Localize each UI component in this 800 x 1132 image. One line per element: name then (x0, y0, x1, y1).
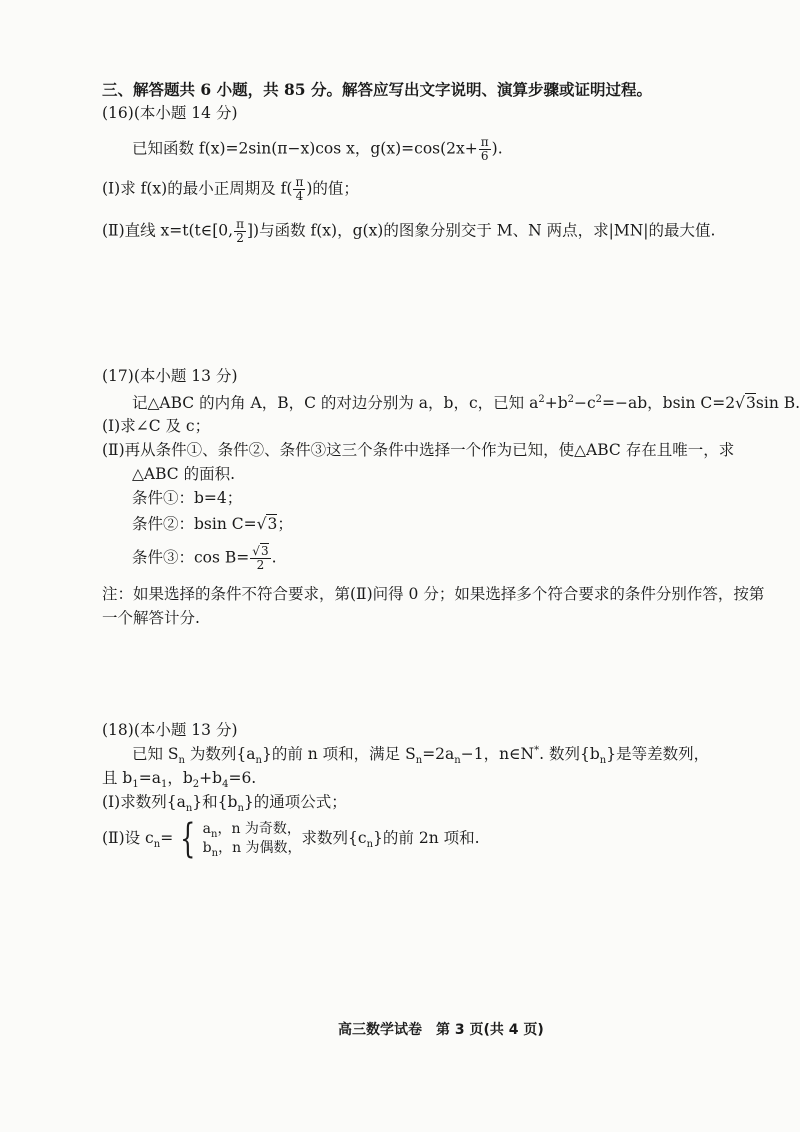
case-text: a (202, 821, 212, 837)
q17-part2-line2: △ABC 的面积. (132, 465, 236, 483)
condition-end: . (271, 548, 277, 567)
q16-stem-text: 已知函数 f(x)=2sin(π−x)cos x，g(x)=cos(2x+ (132, 139, 478, 158)
q17-stem: 记△ABC 的内角 A，B，C 的对边分别为 a，b，c，已知 $a^2+b^2-c^2=-ab$，bsin C=2√3sin B. (132, 393, 800, 412)
subscript: n (153, 839, 161, 851)
q18-text: 且 b (102, 769, 133, 787)
page-footer: 高三数学试卷 第 3 页(共 4 页) (338, 1022, 544, 1038)
condition-text: 条件②：bsin C= (132, 515, 257, 533)
fraction-denominator: 4 (295, 189, 304, 203)
q17-part1: (Ⅰ)求∠C 及 c； (102, 417, 211, 435)
sqrt-radicand: 3 (267, 515, 278, 533)
q17-note-line1: 注：如果选择的条件不符合要求，第(Ⅱ)问得 0 分；如果选择多个符合要求的条件分别作答，按第 (102, 585, 765, 603)
fraction-numerator: π (480, 135, 489, 149)
fraction-numerator: π (236, 217, 244, 231)
q17-stem-end: sin B. (755, 394, 800, 412)
q17-stem-text: −c (574, 394, 596, 412)
q17-condition-1: 条件①：b=4； (132, 489, 243, 507)
sqrt-radicand: 3 (746, 394, 756, 412)
subscript: n (454, 755, 461, 767)
q16-part2-text: (Ⅱ)直线 x=t(t∈[0, (102, 221, 234, 240)
case-odd (203, 820, 302, 839)
q17-note-line2: 一个解答计分. (102, 609, 200, 627)
superscript: * (534, 744, 540, 756)
q17-label: (17)(本小题 13 分) (102, 367, 238, 385)
superscript: 2 (538, 393, 545, 405)
fraction (293, 176, 305, 203)
case-text: ，n 为奇数， (217, 821, 301, 837)
subscript: n (599, 755, 607, 767)
subscript: n (185, 803, 193, 815)
q16-part1-text: (Ⅰ)求 f(x)的最小正周期及 f( (102, 179, 293, 198)
fraction-denominator: 2 (256, 558, 265, 572)
q18-part1 (102, 792, 347, 815)
q18-part2 (102, 816, 480, 862)
superscript: 2 (567, 393, 574, 405)
subscript: 1 (160, 779, 168, 791)
q18-text: }是等差数列， (606, 745, 710, 763)
fraction-numerator: √3 (252, 544, 269, 558)
case-text: ，n 为偶数， (218, 840, 302, 856)
case-text: b (202, 840, 212, 856)
subscript: 2 (192, 779, 200, 791)
q16-stem-end: ). (491, 139, 503, 158)
q18-text: (Ⅰ)求数列{a (102, 793, 186, 811)
fraction (250, 545, 270, 572)
q18-text: 已知 S (132, 745, 179, 763)
q17-part2-line1: (Ⅱ)再从条件①、条件②、条件③这三个条件中选择一个作为已知，使△ABC 存在且唯一，求 (102, 441, 735, 459)
q18-text: 为数列{a (185, 745, 256, 763)
subscript: n (211, 847, 219, 859)
q18-text: =a (138, 769, 161, 787)
q17-stem-text: =−ab，bsin C=2 (602, 394, 736, 412)
q17-stem-text: +b (544, 394, 568, 412)
q18-text: . 数列{b (539, 745, 600, 763)
subscript: 1 (132, 779, 139, 791)
condition-end: ； (277, 515, 293, 533)
q18-text: = (160, 829, 174, 847)
piecewise-definition (173, 816, 302, 862)
q18-text: −1，n∈N (460, 745, 535, 763)
fraction-denominator: 2 (236, 231, 244, 245)
q18-text: }的前 n 项和，满足 S (261, 745, 416, 763)
fraction-numerator: π (295, 175, 304, 189)
q18-text: ，b (167, 769, 193, 787)
q16-part1-end: )的值； (306, 179, 359, 198)
q17-condition-2: 条件②：bsin C=√3； (132, 515, 293, 533)
q16-part2-end: ])与函数 f(x)，g(x)的图象分别交于 M、N 两点，求|MN|的最大值. (247, 221, 716, 240)
q16-part2 (102, 218, 715, 245)
piecewise-cases (203, 820, 302, 858)
subscript: n (178, 755, 185, 767)
q16-label: (16)(本小题 14 分) (102, 104, 238, 122)
left-brace-icon: { (180, 816, 196, 862)
q18-text: }和{b (192, 793, 238, 811)
q18-text: +b (199, 769, 223, 787)
q17-condition-3 (132, 545, 277, 572)
sqrt-radicand: 3 (260, 544, 269, 558)
subscript: n (211, 828, 218, 840)
subscript: n (237, 803, 244, 815)
subscript: n (366, 839, 374, 851)
fraction (234, 218, 246, 245)
q18-text: }的通项公式； (243, 793, 347, 811)
case-even (203, 839, 302, 858)
q18-label: (18)(本小题 13 分) (102, 721, 238, 739)
fraction (479, 136, 491, 163)
q18-stem-line2 (102, 768, 257, 791)
section-header: 三、解答题共 6 小题，共 85 分。解答应写出文字说明、演算步骤或证明过程。 (102, 80, 652, 99)
q16-stem (132, 136, 503, 163)
q18-text: }的前 2n 项和. (373, 829, 480, 847)
q16-part1 (102, 176, 359, 203)
subscript: n (255, 755, 262, 767)
q18-text: =2a (422, 745, 455, 763)
condition-text: 条件③：cos B= (132, 548, 250, 567)
fraction-denominator: 6 (480, 149, 489, 163)
q18-text: =6. (228, 769, 257, 787)
superscript: 2 (595, 393, 603, 405)
q17-stem-text: 记△ABC 的内角 A，B，C 的对边分别为 a，b，c，已知 a (132, 394, 539, 412)
q18-text: 求数列{c (301, 829, 367, 847)
q18-stem (132, 744, 710, 767)
subscript: 4 (222, 779, 229, 791)
subscript: n (415, 755, 423, 767)
q18-text: (Ⅱ)设 c (102, 829, 154, 847)
